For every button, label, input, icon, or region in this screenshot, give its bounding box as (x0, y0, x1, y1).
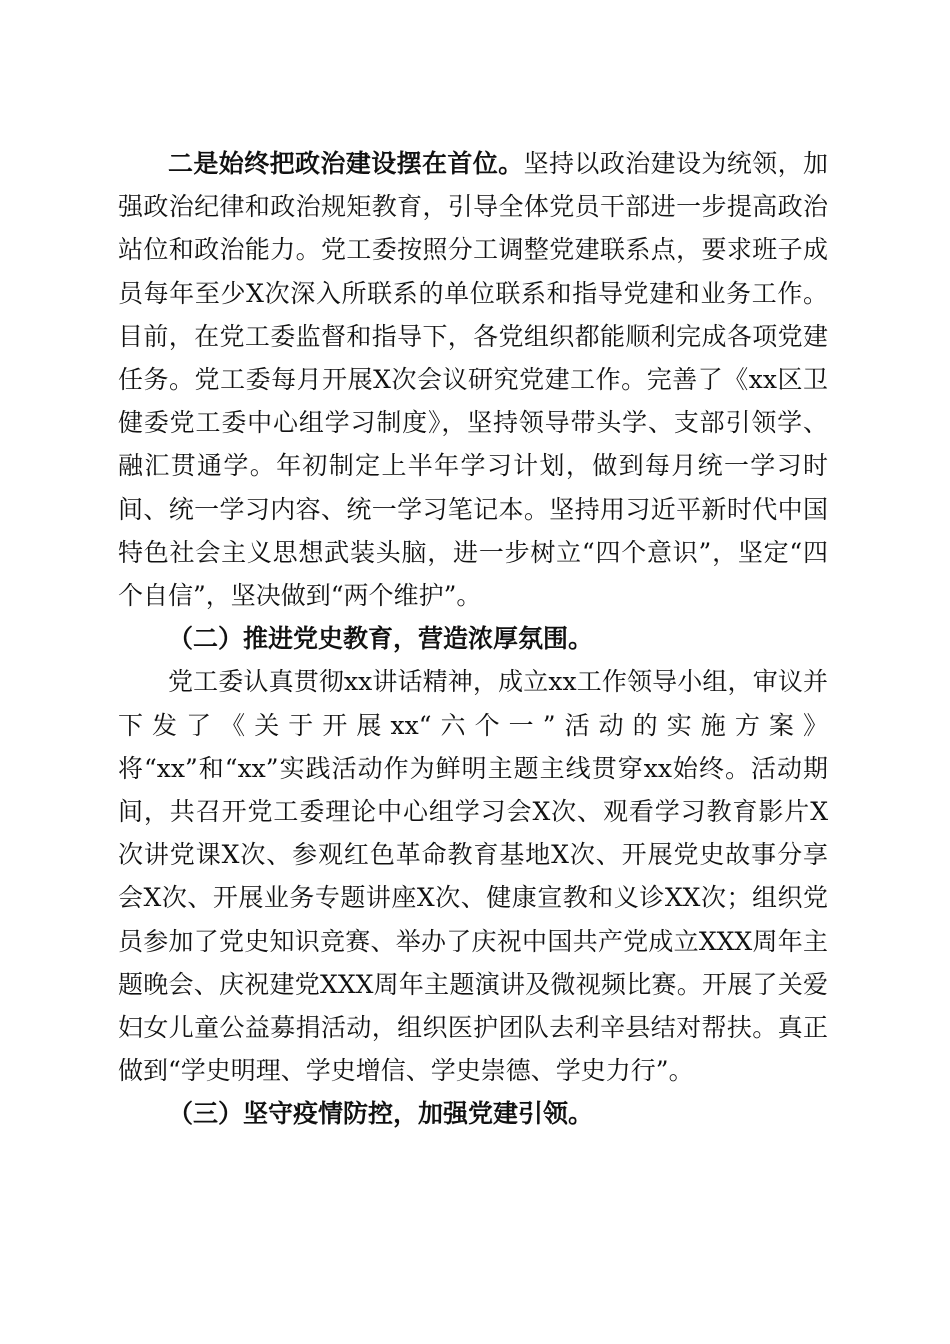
paragraph-lead-sentence: 二是始终把政治建设摆在首位。 (168, 149, 524, 178)
paragraph-party-history-education: 党工委认真贯彻xx讲话精神，成立xx工作领导小组，审议并下发了《关于开展xx“六个一”活动的实施方案》将“xx”和“xx”实践活动作为鲜明主题主线贯穿xx始终。活动期间，共召开党工委理论中心组学习会X次、观看学习教育影片X次讲党课X次、参观红色革命教育基地X次、开展党史故事分享会X次、开展业务专题讲座X次、健康宣教和义诊XX次；组织党员参加了党史知识竞赛、举办了庆祝中国共产党成立XXX周年主题晚会、庆祝建党XXX周年主题演讲及微视频比赛。开展了关爱妇女儿童公益募捐活动，组织医护团队去利辛县结对帮扶。真正做到“学史明理、学史增信、学史崇德、学史力行”。 (118, 667, 828, 1086)
paragraph-body-text: 坚持以政治建设为统领，加强政治纪律和政治规矩教育，引导全体党员干部进一步提高政治站位和政治能力。党工委按照分工调整党建联系点，要求班子成员每年至少X次深入所联系的单位联系和指导党建和业务工作。目前，在党工委监督和指导下，各党组织都能顺利完成各项党建任务。党工委每月开展X次会议研究党建工作。完善了《xx区卫健委党工委中心组学习制度》，坚持领导带头学、支部引领学、融汇贯通学。年初制定上半年学习计划，做到每月统一学习时间、统一学习内容、统一学习笔记本。坚持用习近平新时代中国特色社会主义思想武装头脑，进一步树立“四个意识”，坚定“四个自信”，坚决做到“两个维护”。 (118, 149, 828, 611)
document-body (118, 142, 828, 1136)
paragraph-political-construction (118, 142, 828, 617)
section-heading-party-history: （二）推进党史教育，营造浓厚氛围。 (168, 624, 594, 654)
section-heading-epidemic-prevention: （三）坚守疫情防控，加强党建引领。 (168, 1099, 594, 1129)
